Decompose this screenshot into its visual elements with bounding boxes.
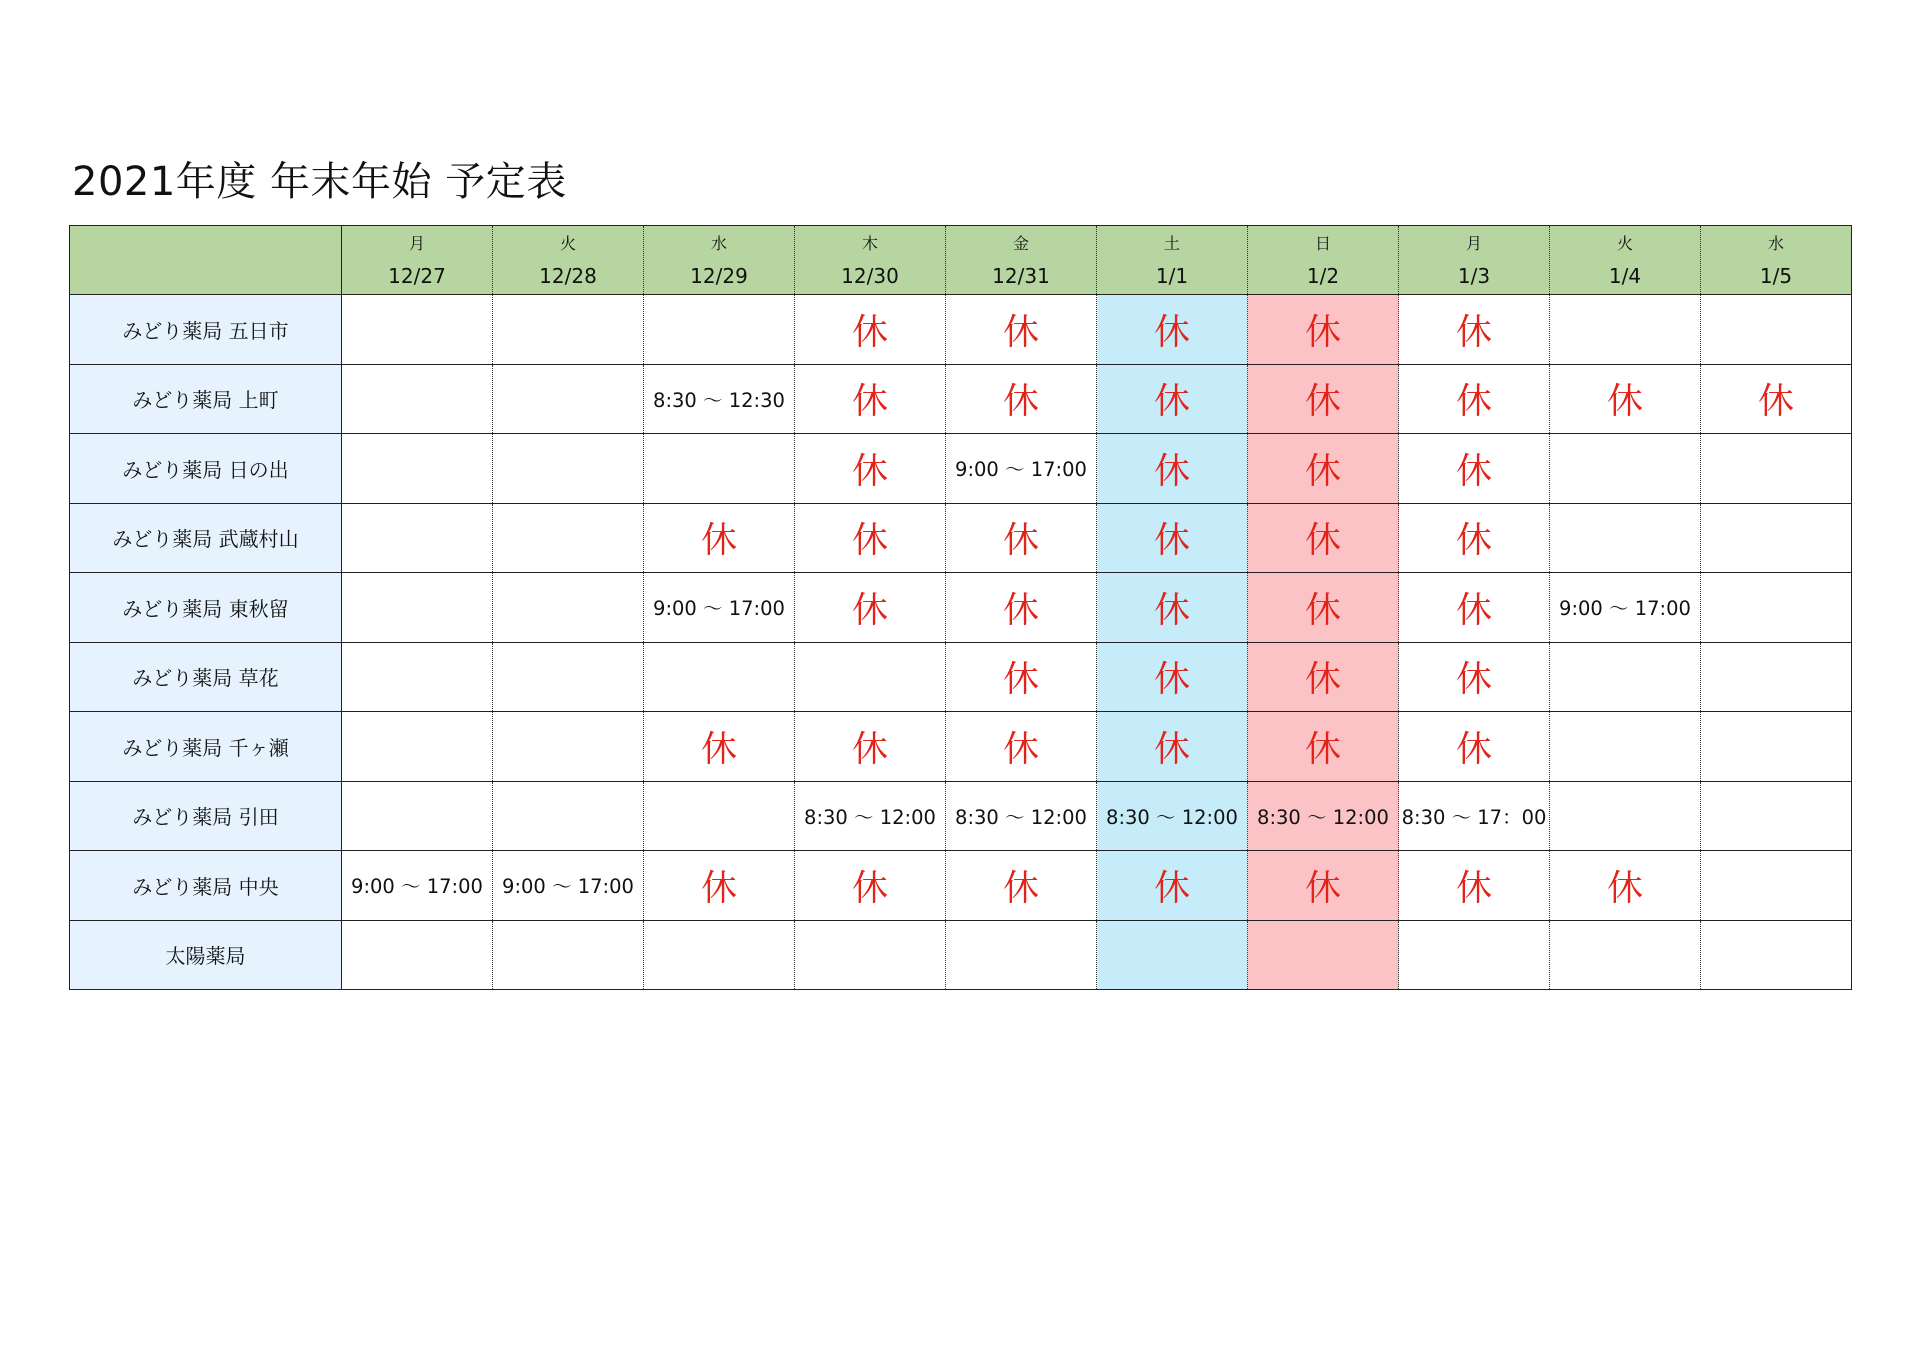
empty-cell	[1550, 920, 1701, 990]
closed-cell: 休	[1097, 364, 1248, 434]
closed-cell: 休	[1399, 434, 1550, 504]
empty-cell	[1701, 573, 1852, 643]
empty-cell	[493, 434, 644, 504]
empty-cell	[644, 642, 795, 712]
empty-cell	[493, 295, 644, 365]
day-header	[795, 226, 946, 295]
empty-cell	[1701, 781, 1852, 851]
closed-cell: 休	[795, 295, 946, 365]
closed-cell: 休	[795, 851, 946, 921]
closed-cell: 休	[946, 712, 1097, 782]
closed-cell: 休	[1248, 573, 1399, 643]
hours-cell: 9:00 〜 17:00	[342, 851, 493, 921]
closed-cell: 休	[1399, 364, 1550, 434]
closed-cell: 休	[644, 503, 795, 573]
weekday-label: 月	[408, 234, 425, 253]
closed-cell: 休	[1701, 364, 1852, 434]
empty-cell	[493, 781, 644, 851]
day-header	[644, 226, 795, 295]
empty-cell	[1701, 642, 1852, 712]
empty-cell	[342, 712, 493, 782]
closed-cell: 休	[946, 364, 1097, 434]
empty-cell	[795, 920, 946, 990]
empty-cell	[493, 364, 644, 434]
closed-cell: 休	[1248, 851, 1399, 921]
empty-cell	[342, 642, 493, 712]
pharmacy-name: みどり薬局 上町	[70, 364, 342, 434]
pharmacy-name: みどり薬局 千ヶ瀬	[70, 712, 342, 782]
table-row	[70, 364, 1852, 434]
empty-cell	[644, 920, 795, 990]
closed-cell: 休	[644, 851, 795, 921]
page-title: 2021年度 年末年始 予定表	[72, 159, 567, 205]
day-header	[1097, 226, 1248, 295]
table-row	[70, 503, 1852, 573]
empty-cell	[493, 920, 644, 990]
hours-cell: 8:30 〜 12:30	[644, 364, 795, 434]
date-label: 1/1	[1155, 264, 1189, 288]
hours-cell: 8:30 〜 12:00	[1097, 781, 1248, 851]
closed-cell: 休	[1097, 712, 1248, 782]
closed-cell: 休	[1248, 503, 1399, 573]
closed-cell: 休	[795, 364, 946, 434]
weekday-label: 火	[559, 234, 576, 253]
empty-cell	[1701, 295, 1852, 365]
pharmacy-name: みどり薬局 引田	[70, 781, 342, 851]
pharmacy-name: 太陽薬局	[70, 920, 342, 990]
hours-cell: 9:00 〜 17:00	[644, 573, 795, 643]
hours-cell: 9:00 〜 17:00	[1550, 573, 1701, 643]
empty-cell	[342, 295, 493, 365]
empty-cell	[644, 781, 795, 851]
header-row	[70, 226, 1852, 295]
empty-cell	[946, 920, 1097, 990]
date-label: 1/5	[1759, 264, 1793, 288]
closed-cell: 休	[1248, 364, 1399, 434]
hours-cell: 8:30 〜 12:00	[795, 781, 946, 851]
pharmacy-name: みどり薬局 五日市	[70, 295, 342, 365]
empty-cell	[493, 712, 644, 782]
closed-cell: 休	[795, 503, 946, 573]
weekday-label: 月	[1465, 234, 1482, 253]
closed-cell: 休	[1399, 642, 1550, 712]
hours-cell: 9:00 〜 17:00	[493, 851, 644, 921]
date-label: 12/31	[992, 264, 1050, 288]
empty-cell	[1399, 920, 1550, 990]
closed-cell: 休	[946, 503, 1097, 573]
header-corner-cell	[70, 226, 342, 295]
weekday-label: 火	[1616, 234, 1633, 253]
hours-cell: 8:30 〜 12:00	[1248, 781, 1399, 851]
empty-cell	[342, 364, 493, 434]
empty-cell	[1550, 434, 1701, 504]
date-label: 12/27	[388, 264, 446, 288]
table-row	[70, 642, 1852, 712]
empty-cell	[644, 434, 795, 504]
table-row	[70, 434, 1852, 504]
empty-cell	[493, 503, 644, 573]
empty-cell	[342, 573, 493, 643]
date-label: 12/30	[841, 264, 899, 288]
day-header	[1550, 226, 1701, 295]
pharmacy-name: みどり薬局 中央	[70, 851, 342, 921]
date-label: 1/3	[1457, 264, 1491, 288]
empty-cell	[1248, 920, 1399, 990]
closed-cell: 休	[795, 573, 946, 643]
table-row	[70, 851, 1852, 921]
closed-cell: 休	[1248, 295, 1399, 365]
empty-cell	[1097, 920, 1248, 990]
empty-cell	[1550, 781, 1701, 851]
table-row	[70, 712, 1852, 782]
day-header	[1399, 226, 1550, 295]
empty-cell	[1550, 295, 1701, 365]
empty-cell	[795, 642, 946, 712]
day-header	[1248, 226, 1399, 295]
table-row	[70, 781, 1852, 851]
table-row	[70, 573, 1852, 643]
closed-cell: 休	[1399, 503, 1550, 573]
weekday-label: 土	[1163, 234, 1180, 253]
weekday-label: 日	[1314, 234, 1331, 253]
closed-cell: 休	[795, 434, 946, 504]
empty-cell	[342, 503, 493, 573]
empty-cell	[342, 920, 493, 990]
closed-cell: 休	[1097, 295, 1248, 365]
closed-cell: 休	[1097, 851, 1248, 921]
closed-cell: 休	[1097, 642, 1248, 712]
schedule-table	[69, 225, 1852, 990]
table-row	[70, 920, 1852, 990]
date-label: 12/28	[539, 264, 597, 288]
day-header	[342, 226, 493, 295]
closed-cell: 休	[1550, 851, 1701, 921]
closed-cell: 休	[1248, 642, 1399, 712]
closed-cell: 休	[1097, 434, 1248, 504]
day-header	[493, 226, 644, 295]
empty-cell	[644, 295, 795, 365]
closed-cell: 休	[1097, 573, 1248, 643]
schedule-body	[70, 295, 1852, 990]
empty-cell	[1550, 642, 1701, 712]
empty-cell	[1701, 920, 1852, 990]
closed-cell: 休	[946, 295, 1097, 365]
date-label: 1/2	[1306, 264, 1340, 288]
closed-cell: 休	[1248, 434, 1399, 504]
weekday-label: 金	[1012, 234, 1029, 253]
pharmacy-name: みどり薬局 東秋留	[70, 573, 342, 643]
date-label: 1/4	[1608, 264, 1642, 288]
pharmacy-name: みどり薬局 日の出	[70, 434, 342, 504]
weekday-label: 木	[861, 234, 878, 253]
empty-cell	[1550, 503, 1701, 573]
empty-cell	[1550, 712, 1701, 782]
closed-cell: 休	[946, 642, 1097, 712]
empty-cell	[1701, 434, 1852, 504]
table-row	[70, 295, 1852, 365]
closed-cell: 休	[795, 712, 946, 782]
hours-cell: 8:30 〜 17：00	[1399, 781, 1550, 851]
date-label: 12/29	[690, 264, 748, 288]
closed-cell: 休	[1399, 295, 1550, 365]
empty-cell	[342, 434, 493, 504]
hours-cell: 8:30 〜 12:00	[946, 781, 1097, 851]
day-header	[946, 226, 1097, 295]
empty-cell	[342, 781, 493, 851]
empty-cell	[1701, 712, 1852, 782]
weekday-label: 水	[710, 234, 727, 253]
pharmacy-name: みどり薬局 草花	[70, 642, 342, 712]
weekday-label: 水	[1767, 234, 1784, 253]
closed-cell: 休	[1399, 573, 1550, 643]
hours-cell: 9:00 〜 17:00	[946, 434, 1097, 504]
closed-cell: 休	[1399, 712, 1550, 782]
empty-cell	[1701, 503, 1852, 573]
closed-cell: 休	[1550, 364, 1701, 434]
empty-cell	[493, 573, 644, 643]
empty-cell	[1701, 851, 1852, 921]
closed-cell: 休	[644, 712, 795, 782]
empty-cell	[493, 642, 644, 712]
closed-cell: 休	[946, 851, 1097, 921]
closed-cell: 休	[1248, 712, 1399, 782]
day-header	[1701, 226, 1852, 295]
pharmacy-name: みどり薬局 武蔵村山	[70, 503, 342, 573]
closed-cell: 休	[1097, 503, 1248, 573]
closed-cell: 休	[1399, 851, 1550, 921]
closed-cell: 休	[946, 573, 1097, 643]
